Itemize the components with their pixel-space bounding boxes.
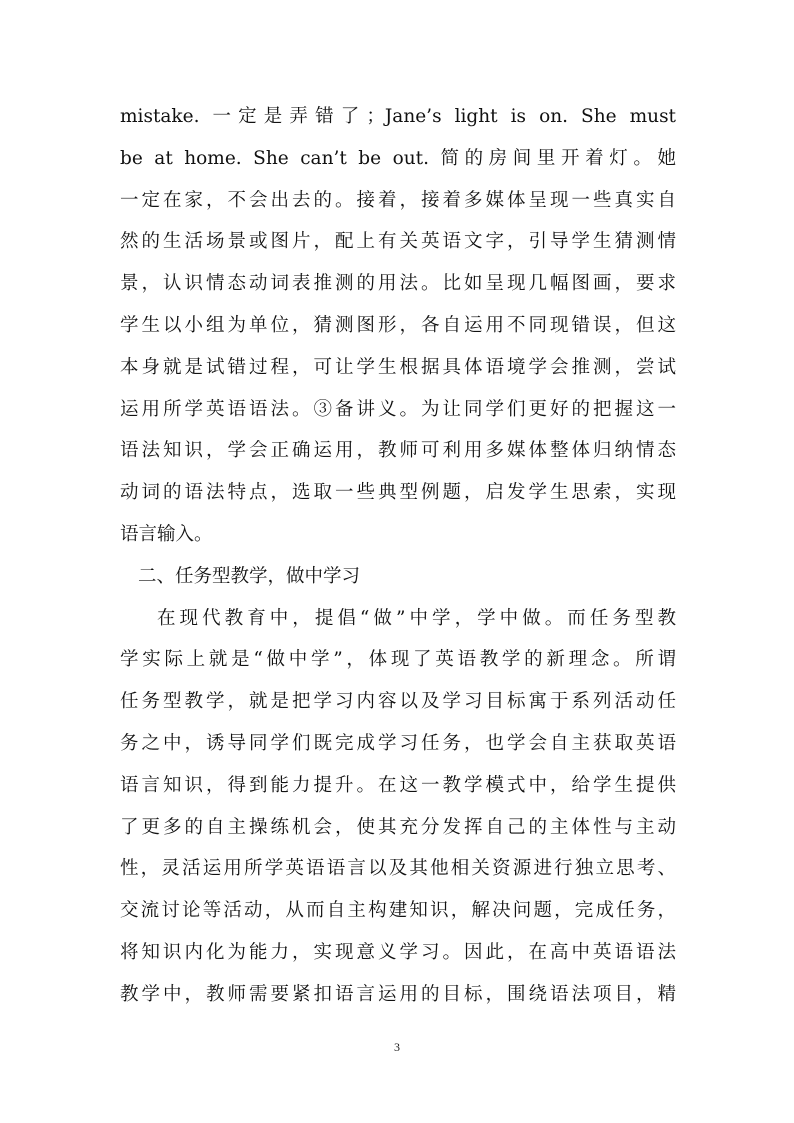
- text-line: 性，灵活运用所学英语语言以及其他相关资源进行独立思考、: [120, 858, 676, 880]
- text-line: 任务型教学，就是把学习内容以及学习目标寓于系列活动任: [120, 691, 676, 713]
- text-line: 学生以小组为单位，猜测图形，各自运用不同现错误，但这: [120, 314, 676, 336]
- text-line: be at home. She can’t be out. 简的房间里开着灯。她: [120, 147, 676, 169]
- text-line: 本身就是试错过程，可让学生根据具体语境学会推测，尝试: [120, 356, 676, 378]
- text-line: 运用所学英语语法。③备讲义。为让同学们更好的把握这一: [120, 398, 676, 420]
- text-line: 将知识内化为能力，实现意义学习。因此，在高中英语语法: [120, 941, 676, 963]
- text-line: 语法知识，学会正确运用，教师可利用多媒体整体归纳情态: [120, 440, 676, 462]
- text-line: 语言知识，得到能力提升。在这一教学模式中，给学生提供: [120, 774, 676, 796]
- text-line: 教学中，教师需要紧扣语言运用的目标，围绕语法项目，精: [120, 983, 676, 1005]
- text-line: 然的生活场景或图片，配上有关英语文字，引导学生猜测情: [120, 231, 676, 253]
- section-heading: 二、任务型教学，做中学习: [138, 565, 361, 587]
- text-line: 在现代教育中，提倡“做”中学，学中做。而任务型教: [157, 607, 676, 629]
- page-number: 3: [394, 1040, 400, 1054]
- text-line: 景，认识情态动词表推测的用法。比如呈现几幅图画，要求: [120, 273, 676, 295]
- text-line: 一定在家，不会出去的。接着，接着多媒体呈现一些真实自: [120, 189, 676, 211]
- text-line: mistake. 一定是弄错了；Jane’s light is on. She must: [120, 106, 676, 127]
- text-line: 学实际上就是“做中学”，体现了英语教学的新理念。所谓: [120, 649, 676, 671]
- text-line: 务之中，诱导同学们既完成学习任务，也学会自主获取英语: [120, 732, 676, 754]
- text-line: 了更多的自主操练机会，使其充分发挥自己的主体性与主动: [120, 816, 676, 838]
- text-line: 语言输入。: [120, 523, 213, 545]
- text-line: 交流讨论等活动，从而自主构建知识，解决问题，完成任务，: [120, 900, 676, 922]
- text-line: 动词的语法特点，选取一些典型例题，启发学生思索，实现: [120, 482, 676, 504]
- body-text: [120, 96, 676, 1016]
